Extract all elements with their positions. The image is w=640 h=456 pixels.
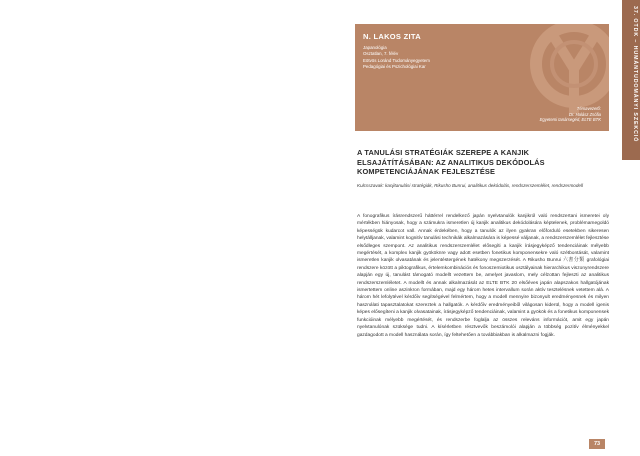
affiliation-line: Pedagógiai és Pszichológiai Kar: [363, 63, 426, 69]
author-block: [363, 32, 513, 70]
keywords-label: Kulcsszavak:: [357, 183, 384, 188]
affiliation-line: Osztatlan, 7. félév: [363, 51, 399, 57]
section-side-tab-label: 37. OTDK – HUMÁNTUDOMÁNYI SZEKCIÓ: [632, 6, 638, 143]
affiliation-line: Japanológia: [363, 45, 387, 50]
supervisor-position: Egyetemi tanársegéd, ELTE BTK: [539, 117, 601, 123]
author-banner: [355, 24, 609, 131]
keywords-text: kanjitanulási stratégiák, Rikusho Bunrui, analitikus dekódolás, rendszerszemlélet, rendszermodell: [385, 183, 583, 188]
page-number: 73: [589, 439, 605, 449]
abstract-body: A fonografikus írásrendszerű háttérrel rendelkező japán nyelvtanulók kanjikról való rendszertani ismeretei oly mértékben hiányosak, hogy a számukra ismeretlen új kanjik analitikus dekódolására képtelenek, problémamegoldó képességük kudarcot vall. Annak érdekében, hogy a tanulók az ilyen gyakran előforduló esetekben sikeresen helytálljanak, valamint kognitív tanulási technikák alkalmazására is képessé váljanak, a rendszerszemlélet fejlesztése elsődleges szempont. Az analitikus rendszerszemlélet elősegíti a kanjik írásjegyképző tendenciáinak mélyebb megértését, a komplex kanjik gyököknre vagy adott esetben fonetikus komponensekre való szétbontását, valamint ismeretlen kanjik olvasatának és jelentéstergének hatékony megszerzését. A Rikusho Bunrui 六書分類 grafológiai rendszere között a piktografikus, értelemkombinációs és fonoszemiotikus osztályainak hierarchikus viszonyrendszere alapján egy új, tanulást támogató modellt vezettem be, amelyet javaslom, mely célzottan fejleszti az analitikus rendszerszemléletet. A modellt és annak alkalmazását az ELTE BTK 20 elsőéves japán alapszakos hallgatójának ismertettem online aszinkron formában, majd egy három hetes intervallum során aktív tesztelésnek vetettem alá. A három hét lefolytével kérdőív segítségével felmértem, hogy a modell mennyire bizonyult eredményesnek és milyen használati tapasztalatokat szereztek a hallgatók. A kérdőív eredményeiből világosan kiderül, hogy a modell igenis képes elősegíteni a kanjik olvasatainak, írásjegyképző tendenciáinak, valamint a gyökök és a fonetikus komponensek funkcióinak mélyebb megértését, és rendszerbe foglalja az összes releváns információt, amit egy japán nyelvtanulónak szüksége tudni. A kísérletben résztvevők beszámolói alapján a többség pozitív élményekkel gazdagodott a modell használata során, így feltehetően a továbbiakban is alkalmazni fogják.: [357, 214, 609, 338]
keywords: [357, 183, 609, 189]
author-name: N. LAKOS ZITA: [363, 32, 421, 41]
supervisor-block: [481, 106, 601, 123]
article-title: A TANULÁSI STRATÉGIÁK SZEREPE A KANJIK ELSAJÁTÍTÁSÁBAN: AZ ANALITIKUS DEKÓDOLÁS KOMPETENCIÁJÁNAK FEJLESZTÉSE: [357, 148, 545, 177]
supervisor-label: Témavezető:: [576, 106, 601, 112]
supervisor-name: Dr. Halász Zsófia: [569, 111, 601, 117]
affiliation-line: Eötvös Loránd Tudományegyetem: [363, 57, 430, 63]
